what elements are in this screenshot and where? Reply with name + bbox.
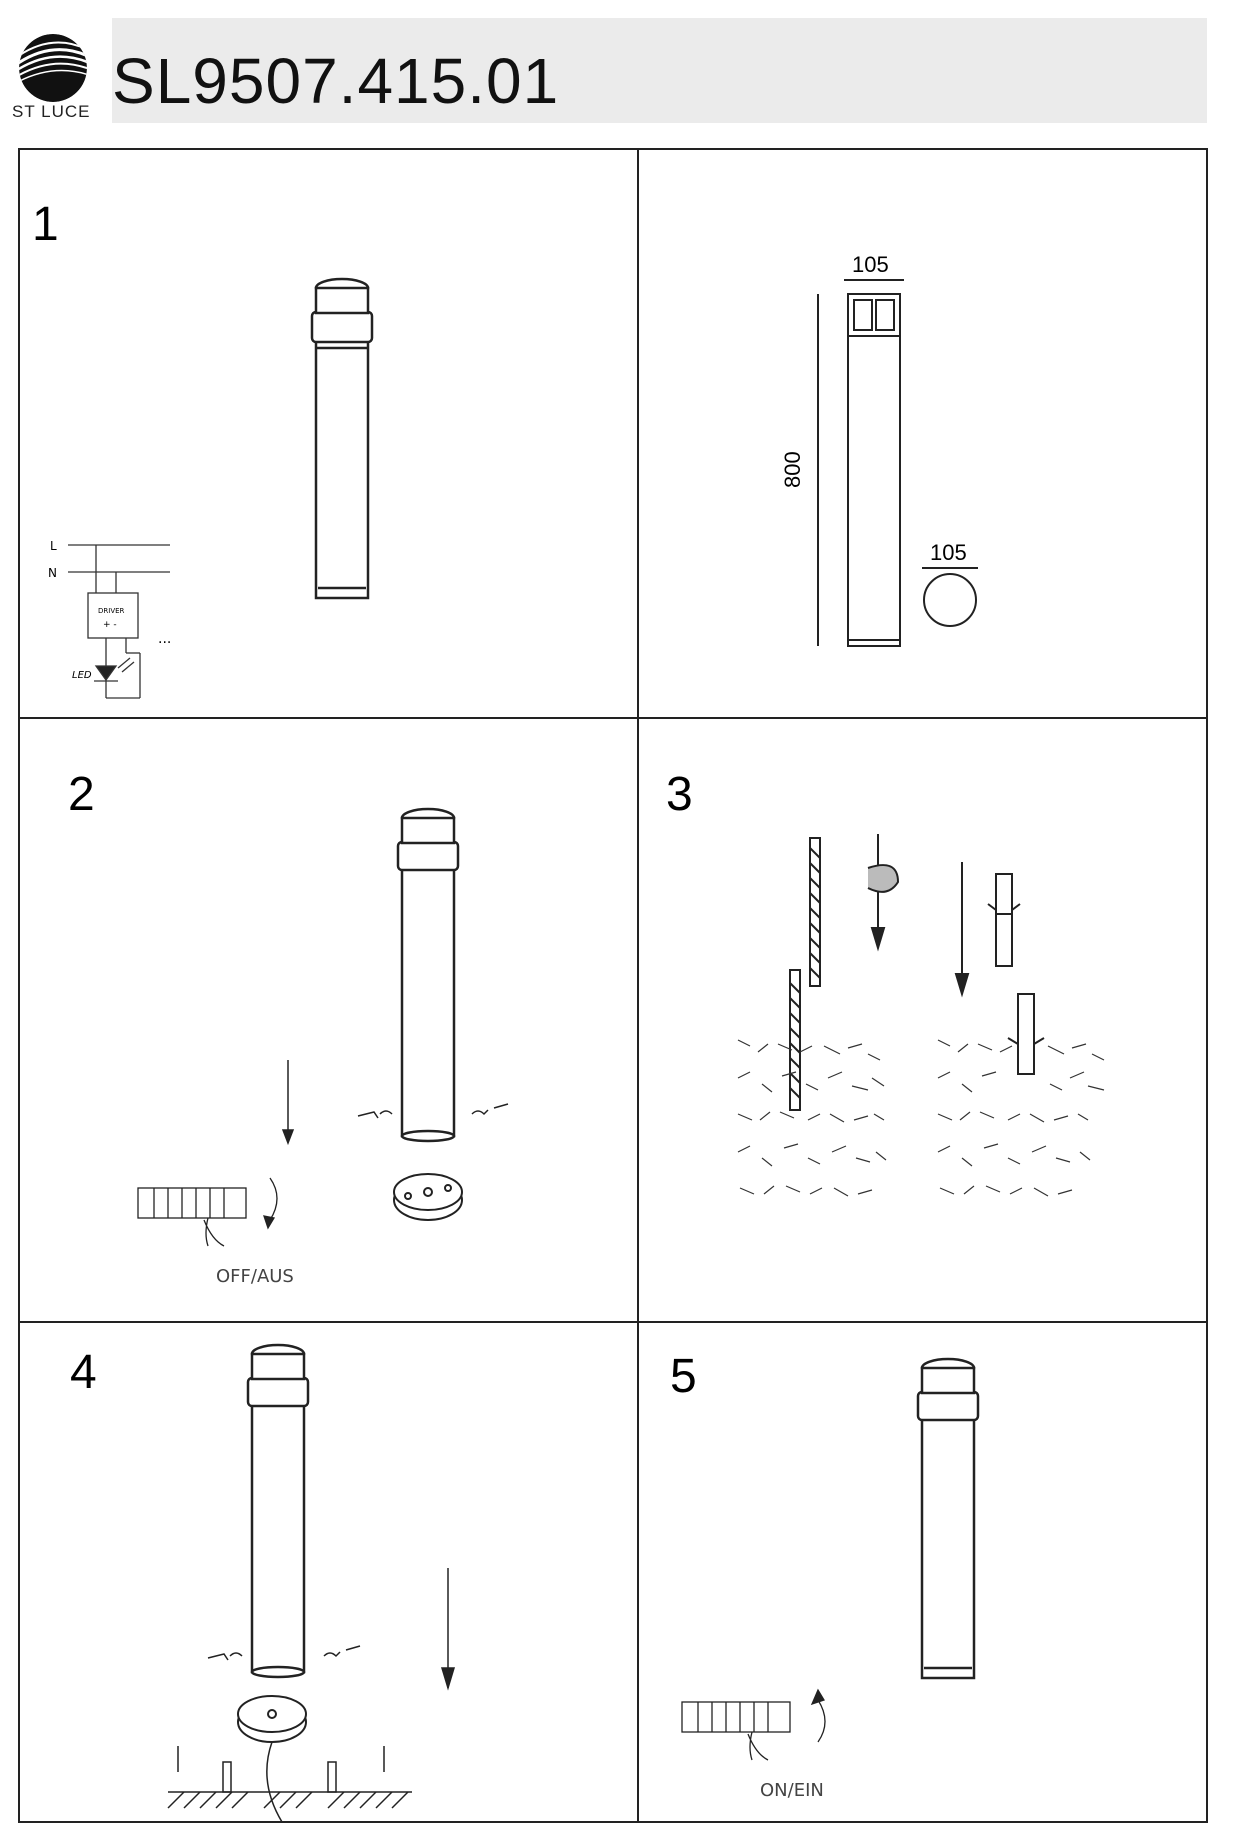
screw-left: [358, 1111, 392, 1118]
drill-bit: [790, 838, 820, 1110]
off-label: OFF/AUS: [216, 1266, 294, 1287]
brand-name: ST LUCE: [12, 102, 91, 121]
neutral-label: N: [48, 566, 57, 580]
base-circle: [924, 574, 976, 626]
panel-5: [670, 1350, 978, 1801]
wiring-ellipsis: ...: [158, 631, 172, 647]
led-label: LED: [72, 670, 92, 681]
mounting-base-4: [238, 1696, 306, 1742]
wall-texture-left: [738, 1040, 886, 1196]
breaker-off: [138, 1178, 277, 1246]
panel-3: [666, 768, 1104, 1196]
live-label: L: [50, 539, 57, 553]
panel-4: [70, 1345, 454, 1822]
instruction-grid: [18, 148, 1208, 1823]
panel-1: [32, 198, 372, 698]
screw-right-4: [324, 1646, 360, 1656]
step-2-number: 2: [68, 768, 95, 821]
panel-2: [68, 768, 508, 1287]
step-4-number: 4: [70, 1346, 97, 1399]
step-3-number: 3: [666, 768, 693, 821]
model-code: SL9507.415.01: [112, 45, 560, 117]
screw-left-4: [208, 1653, 242, 1660]
breaker-on: [682, 1690, 825, 1760]
rotation-arrow: [868, 834, 968, 994]
bollard-lamp-1: [312, 279, 372, 598]
cable: [267, 1742, 282, 1822]
height-dimension: 800: [780, 451, 805, 488]
lamp-profile: [848, 294, 900, 646]
bollard-lamp-2: [398, 809, 458, 1141]
polarity-label: + -: [103, 620, 117, 630]
bollard-lamp-5: [918, 1359, 978, 1678]
on-label: ON/EIN: [760, 1780, 824, 1801]
width-dimension: 105: [852, 252, 889, 277]
bollard-lamp-4: [248, 1345, 308, 1677]
mounting-base-2: [394, 1174, 462, 1220]
driver-label: DRIVER: [98, 607, 125, 615]
step-1-number: 1: [32, 198, 59, 251]
step-5-number: 5: [670, 1350, 697, 1403]
wall-plug: [988, 874, 1044, 1074]
panel-dimensions: [780, 252, 978, 646]
screw-right: [472, 1104, 508, 1114]
diameter-dimension: 105: [930, 540, 967, 565]
